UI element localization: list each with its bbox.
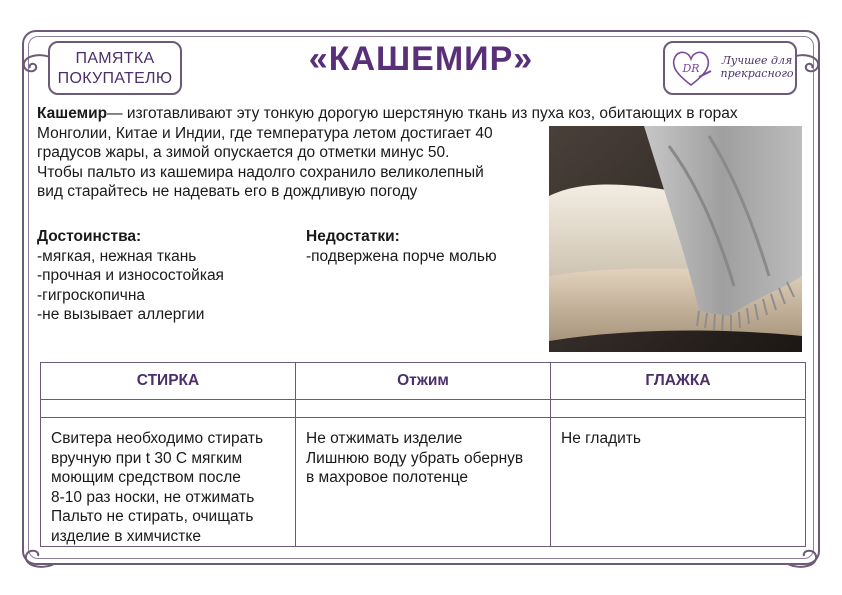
care-instructions-table — [40, 362, 806, 547]
washing-line: изделие в химчистке — [51, 527, 201, 545]
advantages-heading: Достоинства: — [37, 228, 142, 245]
ironing-cell — [551, 418, 806, 547]
brand-slogan — [717, 54, 797, 80]
intro-term: Кашемир — [37, 105, 108, 122]
spinning-cell — [296, 418, 551, 547]
advantage-item: -прочная и износостойкая — [37, 267, 224, 284]
brand-slogan-line2: прекрасного — [720, 67, 794, 80]
disadvantages-block — [306, 227, 497, 266]
washing-cell — [41, 418, 296, 547]
washing-line: вручную при t 30 С мягким — [51, 449, 243, 467]
intro-line-1-text: — изготавливают эту тонкую дорогую шерстяную ткань из пуха коз, обитающих в горах — [107, 105, 738, 122]
washing-line: Пальто не стирать, очищать — [51, 508, 254, 525]
spinning-line: Лишнюю воду убрать обернув — [306, 449, 524, 467]
advantage-item: -не вызывает аллергии — [37, 306, 205, 323]
washing-line: Свитера необходимо стирать — [51, 430, 264, 447]
brand-badge — [663, 41, 797, 95]
advantage-item: -гигроскопична — [37, 286, 146, 304]
intro-line-4: Чтобы пальто из кашемира надолго сохранило великолепный — [37, 163, 484, 181]
spinning-line: в махровое полотенце — [306, 469, 469, 486]
intro-line-1 — [37, 104, 797, 124]
advantages-block — [37, 227, 224, 325]
cashmere-fabric-photo — [549, 126, 802, 352]
heart-logo-icon — [669, 47, 713, 89]
washing-line: 8-10 раз носки, не отжимать — [51, 488, 255, 506]
disadvantages-heading: Недостатки: — [306, 228, 400, 245]
advantage-item: -мягкая, нежная ткань — [37, 247, 197, 265]
spinning-line: Не отжимать изделие — [306, 430, 463, 447]
spinning-header: Отжим — [296, 363, 551, 400]
intro-line-5: вид старайтесь не надевать его в дождливую погоду — [37, 183, 418, 200]
page-title: «КАШЕМИР» — [308, 40, 534, 78]
brand-monogram: DR — [682, 62, 700, 75]
ironing-header: ГЛАЖКА — [551, 363, 806, 400]
care-table-body-row — [41, 418, 806, 547]
intro-line-2: Монголии, Китае и Индии, где температура летом достигает 40 — [37, 124, 493, 142]
memo-badge-line1: ПАМЯТКА — [75, 50, 155, 67]
care-table-header-row — [41, 363, 806, 400]
disadvantage-item: -подвержена порче молью — [306, 247, 497, 265]
brand-slogan-line1: Лучшее для — [721, 54, 793, 67]
washing-header: СТИРКА — [41, 363, 296, 400]
washing-line: моющим средством после — [51, 469, 241, 486]
intro-line-3: градусов жары, а зимой опускается до отметки минус 50. — [37, 144, 450, 161]
care-table-gap — [41, 400, 806, 418]
memo-badge-line2: ПОКУПАТЕЛЮ — [57, 70, 173, 87]
ironing-line: Не гладить — [561, 430, 641, 447]
